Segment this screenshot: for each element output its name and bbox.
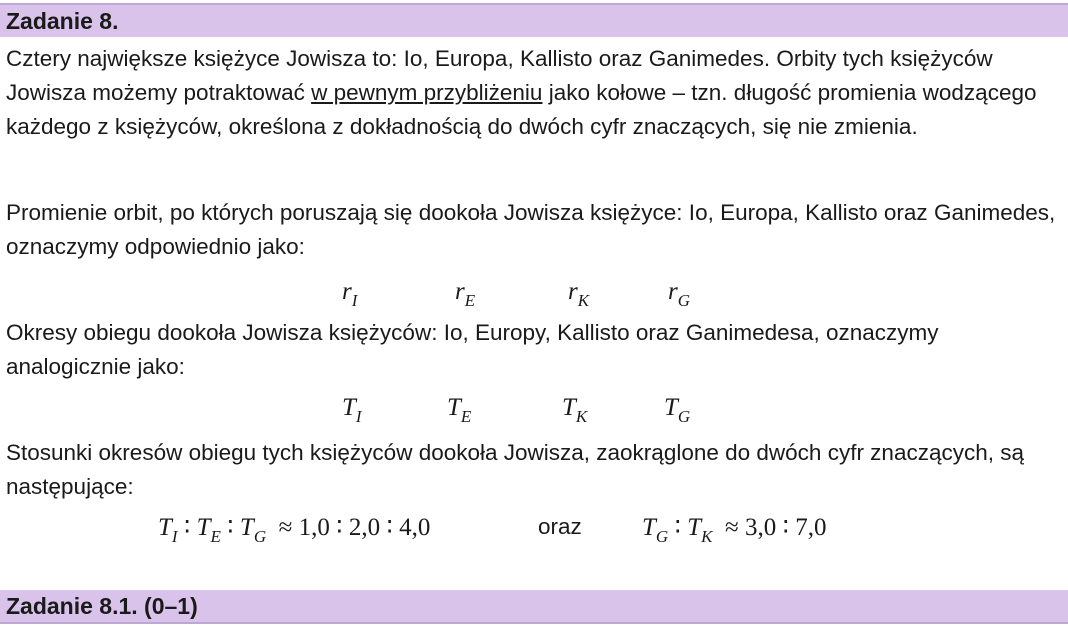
intro-underlined-phrase: w pewnym przybliżeniu — [311, 80, 543, 105]
intro-text-start: Cztery największe księżyce Jowisza to: Io, Europa, Kallisto oraz Ganimedes. Orbity tych księżyców Jowisza możemy potraktować — [6, 46, 993, 105]
intro-paragraph — [6, 42, 1061, 144]
ratio-one: $T_I$ ∶ $T_E$ ∶ $T_G \approx 1,0$ ∶ 2,0 ∶ 4,0 — [158, 514, 431, 546]
subtask-title: Zadanie 8.1. (0–1) — [6, 593, 198, 619]
radii-paragraph: Promienie orbit, po których poruszają się dookoła Jowisza księżyce: Io, Europa, Kallisto oraz Ganimedes, oznaczymy odpowiednio jako: — [6, 200, 1056, 259]
period-io: $T_I$ — [342, 394, 362, 426]
period-ganimedes: $T_G$ — [664, 394, 691, 426]
intro-text-end: jako kołowe – tzn. długość promienia wodzącego każdego z księżyców, określona z dokładnością do dwóch cyfr znaczących, się nie zmienia. — [6, 80, 1037, 139]
ratio-two: $T_G$ ∶ $T_K \approx 3,0$ ∶ 7,0 — [642, 514, 827, 546]
periods-paragraph: Okresy obiegu dookoła Jowisza księżyców: Io, Europy, Kallisto oraz Ganimedesa, oznaczymy analogicznie jako: — [6, 320, 939, 379]
period-kallisto: $T_K$ — [562, 394, 588, 426]
ratios-paragraph: Stosunki okresów obiegu tych księżyców dookoła Jowisza, zaokrąglone do dwóch cyfr znaczących, są następujące: — [6, 440, 1025, 499]
subtask-header — [0, 590, 1068, 624]
task-header — [0, 3, 1068, 37]
radius-europa: $r_E$ — [455, 278, 476, 310]
task-title: Zadanie 8. — [6, 8, 119, 34]
radius-ganimedes: $r_G$ — [668, 278, 691, 310]
conjunction-oraz: oraz — [538, 514, 582, 539]
radius-io: $r_I$ — [342, 278, 358, 310]
radius-kallisto: $r_K$ — [568, 278, 590, 310]
period-europa: $T_E$ — [447, 394, 472, 426]
